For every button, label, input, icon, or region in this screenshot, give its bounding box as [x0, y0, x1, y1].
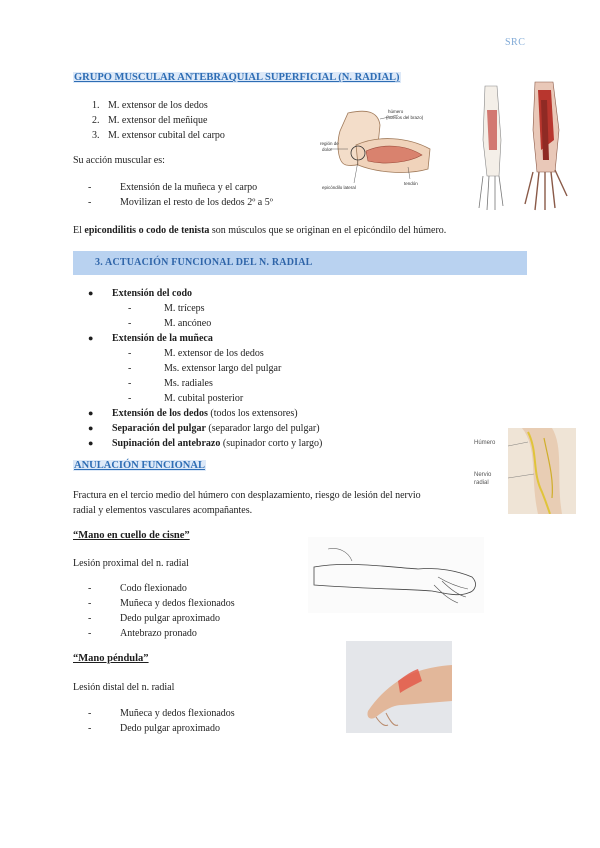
fig-label-region: región de — [320, 141, 339, 146]
fig-label-nervio: Nervio — [474, 472, 492, 478]
list-item: ● Extensión de los dedos (todos los extensores) — [88, 408, 298, 419]
list-item: ● Separación del pulgar (separador largo del pulgar) — [88, 423, 320, 434]
list-item: 1. M. extensor de los dedos — [92, 100, 208, 111]
anulacion-line-1: Fractura en el tercio medio del húmero con desplazamiento, riesgo de lesión del nervio — [73, 490, 421, 501]
action-intro: Su acción muscular es: — [73, 155, 165, 166]
list-item: - Ms. extensor largo del pulgar — [128, 363, 282, 374]
list-item: ● Supinación del antebrazo (supinador corto y largo) — [88, 438, 323, 449]
band-title: 3. ACTUACIÓN FUNCIONAL DEL N. RADIAL — [95, 257, 313, 268]
fig-label-dolor: dolor — [322, 147, 333, 152]
drop-hand-title: “Mano péndula” — [73, 653, 149, 664]
fig-label-humero: húmero — [388, 109, 404, 114]
list-item: ● Extensión del codo — [88, 288, 193, 299]
list-item: - M. cubital posterior — [128, 393, 244, 404]
forearm-anatomy-figure — [475, 80, 580, 212]
section-band-actuacion — [73, 251, 527, 275]
swan-neck-desc: Lesión proximal del n. radial — [73, 558, 189, 569]
drop-hand-list — [88, 706, 235, 736]
fig-label-tendon: tendón — [404, 181, 418, 186]
forearm-illustration — [475, 80, 580, 212]
list-item: - Dedo pulgar aproximado — [88, 723, 220, 734]
list-item: - M. tríceps — [128, 303, 205, 314]
action-list — [88, 180, 273, 210]
drop-hand-desc: Lesión distal del n. radial — [73, 682, 175, 693]
anulacion-line-2: radial y elementos vasculares acompañantes. — [73, 505, 253, 516]
swan-neck-list — [88, 581, 235, 641]
drop-hand-figure — [346, 641, 452, 733]
list-item: ● Extensión de la muñeca — [88, 333, 213, 344]
swan-neck-title: “Mano en cuello de cisne” — [73, 530, 190, 541]
list-item: - M. ancóneo — [128, 318, 212, 329]
list-item: - Extensión de la muñeca y el carpo — [88, 182, 258, 193]
fig-label-epicondilo: epicóndilo lateral — [322, 185, 356, 190]
list-item: 2. M. extensor del meñique — [92, 115, 208, 126]
swan-neck-illustration — [308, 537, 484, 613]
list-item: - Ms. radiales — [128, 378, 213, 389]
list-item: - Muñeca y dedos flexionados — [88, 708, 235, 719]
list-item: - Codo flexionado — [88, 583, 187, 594]
radial-nerve-figure — [474, 426, 578, 516]
radial-nerve-illustration — [508, 428, 576, 514]
epicondilitis-paragraph: El epicondilitis o codo de tenista son músculos que se originan en el epicóndilo del húmero. — [73, 225, 447, 236]
muscle-list — [92, 98, 225, 143]
fig-label-humero-sub: (huesos del brazo) — [386, 115, 424, 120]
list-item: - M. extensor de los dedos — [128, 348, 264, 359]
section-title-anulacion: ANULACIÓN FUNCIONAL — [74, 460, 205, 471]
header-initials: SRC — [505, 37, 526, 48]
fig-label-humero-nerve: Húmero — [474, 440, 496, 446]
section-title-grupo-muscular: GRUPO MUSCULAR ANTEBRAQUIAL SUPERFICIAL (N. RADIAL) — [74, 72, 400, 83]
list-item: - Movilizan el resto de los dedos 2º a 5º — [88, 197, 273, 208]
actuacion-list — [88, 286, 322, 451]
fig-label-radial: radial — [474, 480, 489, 486]
list-item: - Antebrazo pronado — [88, 628, 197, 639]
list-item: - Muñeca y dedos flexionados — [88, 598, 235, 609]
swan-neck-figure — [308, 537, 484, 613]
list-item: - Dedo pulgar aproximado — [88, 613, 220, 624]
drop-hand-illustration — [346, 641, 452, 733]
list-item: 3. M. extensor cubital del carpo — [92, 130, 225, 141]
elbow-figure — [318, 105, 438, 195]
